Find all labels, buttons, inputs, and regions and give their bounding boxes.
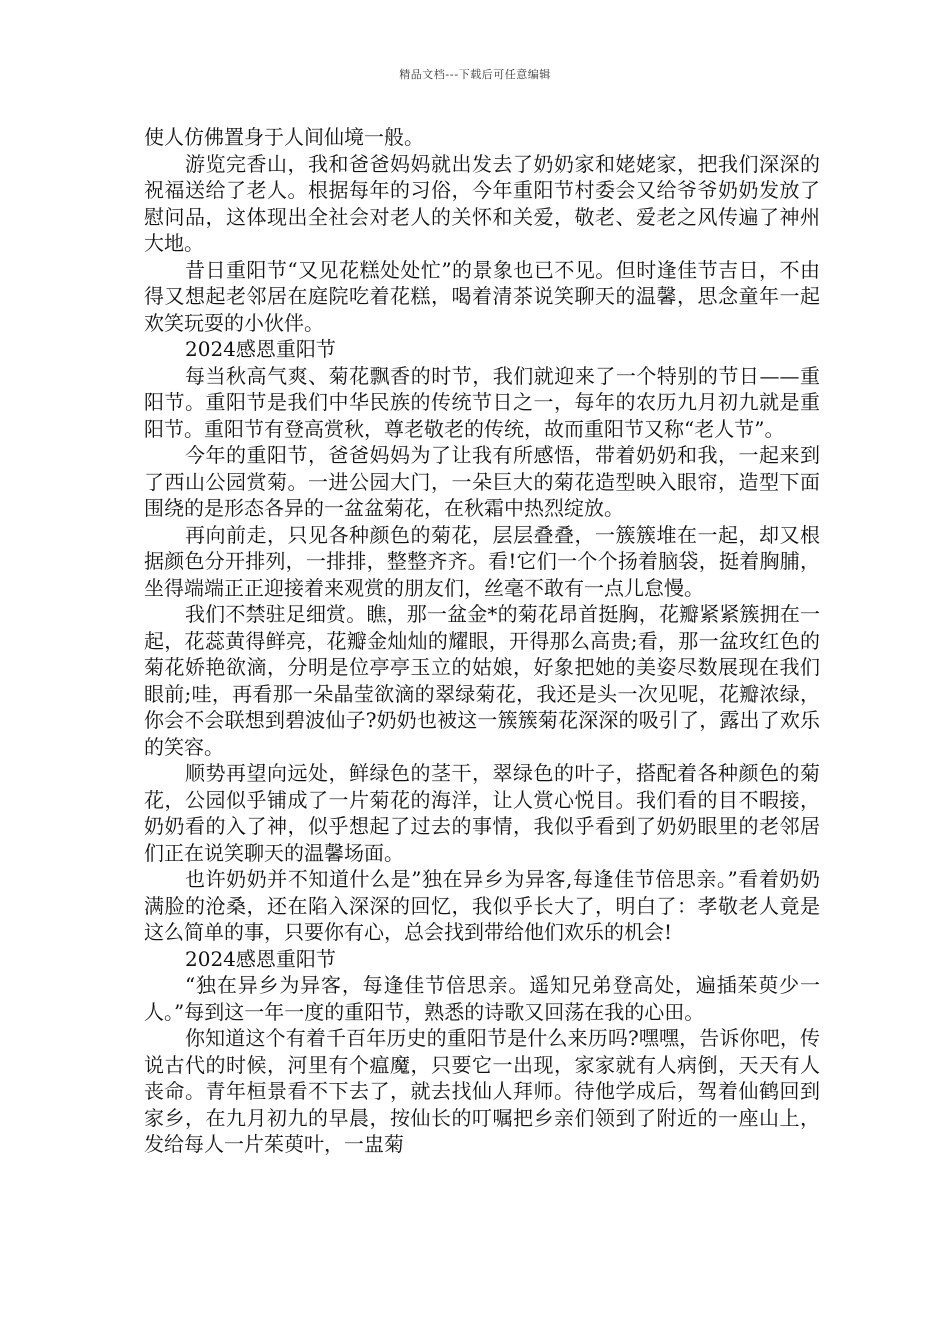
paragraph: 昔日重阳节“又见花糕处处忙”的景象也已不见。但时逢佳节吉日，不由得又想起老邻居在庭院吃着花糕，喝着清茶说笑聊天的温馨，思念童年一起欢笑玩耍的小伙伴。 — [144, 257, 820, 335]
paragraph: 顺势再望向远处，鲜绿色的茎干，翠绿色的叶子，搭配着各种颜色的菊花，公园似乎铺成了一片菊花的海洋，让人赏心悦目。我们看的目不暇接，奶奶看的入了神，似乎想起了过去的事情，我似乎看到了奶奶眼里的老邻居们正在说笑聊天的温馨场面。 — [144, 761, 820, 865]
section-heading: 2024感恩重阳节 — [185, 337, 336, 361]
paragraph: 我们不禁驻足细赏。瞧，那一盆金*的菊花昂首挺胸，花瓣紧紧簇拥在一起，花蕊黄得鲜亮，花瓣金灿灿的耀眼，开得那么高贵;看，那一盆玫红色的菊花娇艳欲滴，分明是位亭亭玉立的姑娘，好象把她的美姿尽数展现在我们眼前;哇，再看那一朵晶莹欲滴的翠绿菊花，我还是头一次见呢，花瓣浓绿，你会不会联想到碧波仙子?奶奶也被这一簇簇菊花深深的吸引了，露出了欢乐的笑容。 — [144, 602, 820, 759]
paragraph: 游览完香山，我和爸爸妈妈就出发去了奶奶家和姥姥家，把我们深深的祝福送给了老人。根据每年的习俗，今年重阳节村委会又给爷爷奶奶发放了慰问品，这体现出全社会对老人的关怀和关爱，敬老、爱老之风传遍了神州大地。 — [144, 151, 820, 255]
paragraph: 你知道这个有着千百年历史的重阳节是什么来历吗?嘿嘿，告诉你吧，传说古代的时候，河里有个瘟魔，只要它一出现，家家就有人病倒，天天有人丧命。青年桓景看不下去了，就去找仙人拜师。待他学成后，驾着仙鹤回到家乡，在九月初九的早晨，按仙长的叮嘱把乡亲们领到了附近的一座山上，发给每人一片茱萸叶，一盅菊 — [144, 1026, 820, 1156]
paragraph: 今年的重阳节，爸爸妈妈为了让我有所感悟，带着奶奶和我，一起来到了西山公园赏菊。一进公园大门，一朵巨大的菊花造型映入眼帘，造型下面围绕的是形态各异的一盆盆菊花，在秋霜中热烈绽放。 — [144, 443, 820, 520]
paragraph-continuation: 使人仿佛置身于人间仙境一般。 — [144, 125, 424, 149]
paragraph: 再向前走，只见各种颜色的菊花，层层叠叠，一簇簇堆在一起，却又根据颜色分开排列，一排排，整整齐齐。看!它们一个个扬着脑袋，挺着胸脯，坐得端端正正迎接着来观赏的朋友们，丝毫不敢有一点儿怠慢。 — [144, 522, 820, 600]
paragraph: “独在异乡为异客，每逢佳节倍思亲。遥知兄弟登高处，遍插茱萸少一人。”每到这一年一度的重阳节，熟悉的诗歌又回荡在我的心田。 — [144, 973, 820, 1024]
document-body — [144, 124, 820, 1158]
page-header: 精品文档---下载后可任意编辑 — [399, 68, 551, 81]
paragraph: 也许奶奶并不知道什么是”独在异乡为异客,每逢佳节倍思亲。”看着奶奶满脸的沧桑，还在陷入深深的回忆，我似乎长大了，明白了：孝敬老人竟是这么简单的事，只要你有心，总会找到带给他们欢乐的机会! — [144, 867, 820, 944]
section-heading: 2024感恩重阳节 — [185, 946, 336, 971]
paragraph: 每当秋高气爽、菊花飘香的时节，我们就迎来了一个特别的节日——重阳节。重阳节是我们中华民族的传统节日之一，每年的农历九月初九就是重阳节。重阳节有登高赏秋，尊老敬老的传统，故而重阳节又称“老人节”。 — [144, 363, 820, 441]
